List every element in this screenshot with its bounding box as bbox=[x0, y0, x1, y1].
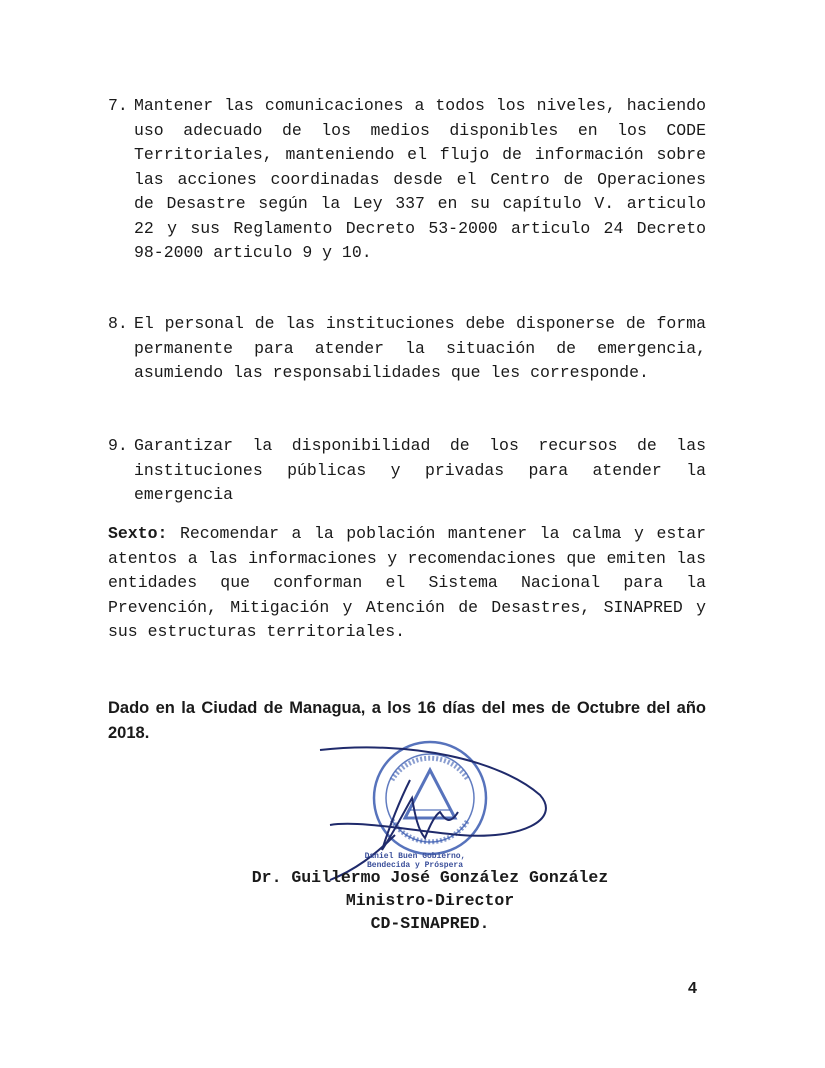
list-item-number: 8. bbox=[108, 314, 128, 333]
list-item-text: Mantener las comunicaciones a todos los niveles, haciendo uso adecuado de los medios disponibles en los CODE Territoriales, manteniendo el flujo de información sobre las acciones coordinadas desde el Centro de Operaciones de Desastre según la Ley 337 en su capítulo V. articulo 22 y sus Reglamento Decreto 53-2000 articulo 24 Decreto 98-2000 articulo 9 y 10. bbox=[134, 96, 706, 262]
list-item-number: 7. bbox=[108, 96, 128, 115]
signatory-title: Ministro-Director bbox=[345, 891, 515, 910]
sexto-label: Sexto: bbox=[108, 524, 168, 543]
list-item-9 bbox=[108, 434, 706, 508]
sexto-paragraph bbox=[108, 522, 706, 645]
list-item-7 bbox=[108, 94, 706, 266]
list-item-8 bbox=[108, 312, 706, 386]
list-item-text: Garantizar la disponibilidad de los recursos de las instituciones públicas y privadas para atender la emergencia bbox=[134, 436, 706, 504]
page-number: 4 bbox=[688, 980, 697, 997]
stamp-caption-line: Daniel Buen Gobierno, bbox=[364, 852, 466, 861]
closing-statement: Dado en la Ciudad de Managua, a los 16 días del mes de Octubre del año 2018. bbox=[108, 699, 706, 742]
list-item-text: El personal de las instituciones debe disponerse de forma permanente para atender la situación de emergencia, asumiendo las responsabilidades que les corresponde. bbox=[134, 314, 706, 382]
signatory-org: CD-SINAPRED. bbox=[370, 914, 490, 933]
list-item-number: 9. bbox=[108, 436, 128, 455]
signatory-name: Dr. Guillermo José González González bbox=[251, 868, 609, 887]
signature-block bbox=[200, 866, 660, 935]
stamp-caption-line: Bendecida y Próspera bbox=[366, 861, 463, 870]
sexto-text: Recomendar a la población mantener la calma y estar atentos a las informaciones y recomendaciones que emiten las entidades que conforman el Sistema Nacional para la Prevención, Mitigación y Atención de Desastres, SINAPRED y sus estructuras territoriales. bbox=[108, 524, 706, 641]
